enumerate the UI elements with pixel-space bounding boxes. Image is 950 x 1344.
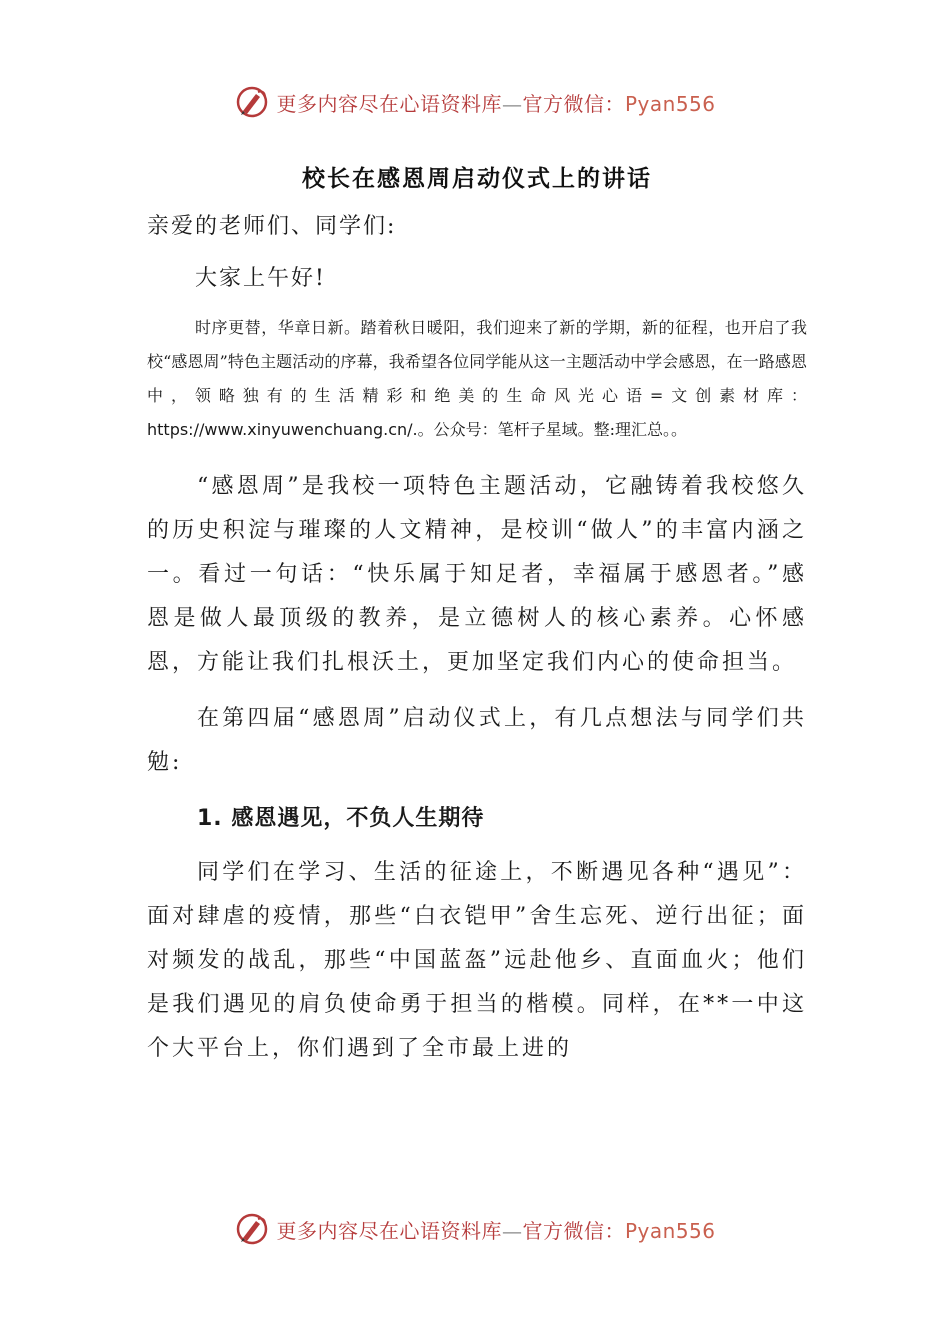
document-body	[147, 160, 807, 1083]
banner-wx-label: 官方微信：	[522, 91, 625, 116]
banner-wx-id: Pyan556	[624, 1218, 716, 1243]
banner-wx-id: Pyan556	[624, 91, 716, 116]
banner-main-text: 更多内容尽在心语资料库	[276, 91, 502, 116]
paragraph-1: “感恩周”是我校一项特色主题活动，它融铸着我校悠久的历史积淀与璀璨的人文精神，是校训“做人”的丰富内涵之一。看过一句话：“快乐属于知足者，幸福属于感恩者。”感恩是做人最顶级的教养，是立德树人的核心素养。心怀感恩，方能让我们扎根沃土，更加坚定我们内心的使命担当。	[147, 474, 807, 675]
intro-tail: 。公众号：笔杆子星域。整:理汇总。。	[417, 420, 688, 439]
salutation: 亲爱的老师们、同学们:	[147, 214, 397, 239]
section-heading-1: 1. 感恩遇见，不负人生期待	[197, 806, 485, 831]
banner-dash: —	[501, 1218, 523, 1243]
pen-logo-icon	[234, 84, 270, 120]
header-watermark-banner	[0, 82, 950, 122]
paragraph-3: 同学们在学习、生活的征途上，不断遇见各种“遇见”：面对肆虐的疫情，那些“白衣铠甲”舍生忘死、逆行出征；面对频发的战乱，那些“中国蓝盔”远赴他乡、直面血火；他们是我们遇见的肩负使命勇于担当的楷模。同样，在**一中这个大平台上，你们遇到了全市最上进的	[147, 860, 807, 1061]
intro-text: 时序更替，华章日新。踏着秋日暖阳，我们迎来了新的学期，新的征程，也开启了我校“感恩周”特色主题活动的序幕，我希望各位同学能从这一主题活动中学会感恩，在一路感恩中，领略独有的生活精彩和绝美的生命风光心语=文创素材库：	[147, 318, 807, 405]
document-title: 校长在感恩周启动仪式上的讲话	[302, 166, 652, 192]
intro-url: https://www.xinyuwenchuang.cn/.	[147, 420, 418, 439]
footer-watermark-banner	[0, 1209, 950, 1249]
paragraph-2: 在第四届“感恩周”启动仪式上，有几点想法与同学们共勉:	[147, 706, 807, 775]
banner-text	[276, 1215, 715, 1244]
greeting: 大家上午好!	[195, 266, 326, 291]
banner-dash: —	[501, 91, 523, 116]
pen-logo-icon	[234, 1211, 270, 1247]
banner-main-text: 更多内容尽在心语资料库	[276, 1218, 502, 1243]
banner-text	[276, 88, 715, 117]
banner-wx-label: 官方微信：	[522, 1218, 625, 1243]
intro-paragraph	[147, 311, 807, 447]
